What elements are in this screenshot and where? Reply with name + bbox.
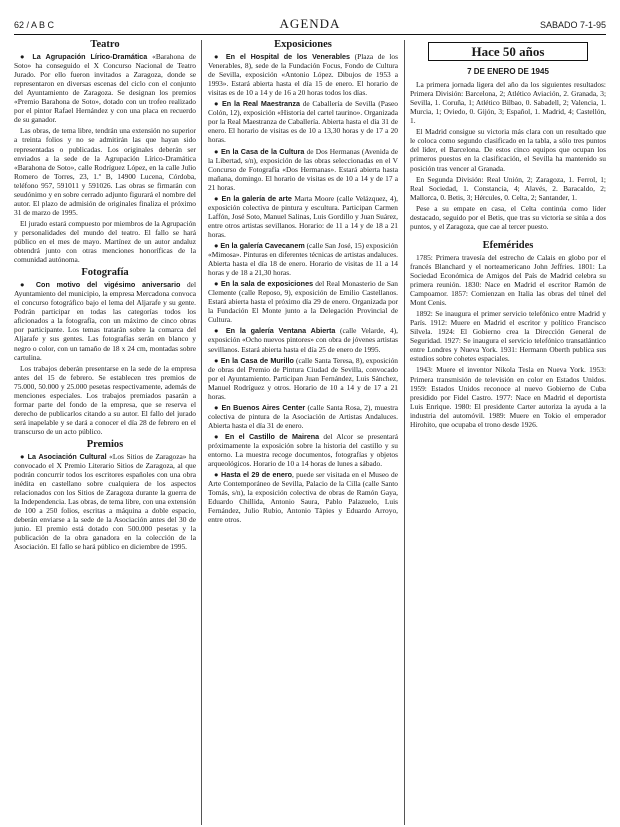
efemerides-paragraph: 1943: Muere el inventor Nikola Tesla en Nueva York. 1953: Primera transmisión de televisión en color en Estados Unidos. 1959: Estados Unidos reconoce al nuevo Gobierno de Cuba presidido por Fidel Castro. 1977: Nace en Madrid el deportista Luis Enrique. 1980: El presidente Carter autoriza la ayuda a la industria del automóvil. 1989: Muere en Tokio el emperador Hirohito, que ocupaba el trono desde 1926. <box>410 365 606 429</box>
efemerides-paragraph: 1892: Se inaugura el primer servicio telefónico entre Madrid y París. 1912: Muere en Madrid el escritor y político Francisco Silvela. 1924: El Gobierno crea la Dirección General de Seguridad. 1927: Se inaugura el servicio telefónico transatlántico entre Londres y Nueva York. 1931: Hermann Oberth publica sus estudios sobre cohetes espaciales. <box>410 309 606 364</box>
listing-item: ● En el Hospital de los Venerables (Plaza de los Venerables, 8), sede de la Fundación Focus, Fondo de Cultura de Sevilla, exposición «Antonio López. Dibujos de 1953 a 1993». Estará abierta hasta el día 15 de enero. El horario de visitas es de 10 a 14 y de 16 a 20 horas todos los días. <box>208 52 398 98</box>
listing-item: ● En la galería de arte Marta Moore (calle Velázquez, 4), exposición colectiva de pintura y escultura. Participan Carmen Laffón, José Soto, Manuel Salinas, Luis Gordillo y Juan Suárez, entre otros artistas sevillanos. Horario: de 11 a 14 y de 18 a 21 horas. <box>208 193 398 239</box>
hace-paragraph: La primera jornada ligera del año da los siguientes resultados: Primera División: Barcelona, 2; Atlético Aviación, 2. Granada, 3; Sevilla, 1. Coruña, 1; Atlético Bilbao, 0. Sabadell, 2; Valencia, 1. Murcia, 1; Oviedo, 0. Gijón, 3; Español, 1. Madrid, 4; Castellón, 1. <box>410 80 606 126</box>
column-middle <box>208 40 398 825</box>
section-heading-premios: Premios <box>86 438 124 450</box>
header-rule <box>14 34 606 35</box>
article-teatro-3: El jurado estará compuesto por miembros de la Agrupación y personalidades del mundo del teatro. El fallo se hará público en el mes de mayo. Martínez de un autor andaluz obtendrá junto con otras menciones honoríficas de la comunidad autónoma. <box>14 218 196 265</box>
column-left <box>14 40 196 825</box>
listing-item: ● En la Casa de Murillo (calle Santa Teresa, 8), exposición de obras del Premio de Pintura Ciudad de Sevilla, convocado por el Ayuntamiento. Participan Juan Fernández, Luis Sánchez, Manuel Rodríguez y otros. Horario de 10 a 14 y de 17 a 21 horas. <box>208 355 398 401</box>
efemerides-paragraph: 1785: Primera travesía del estrecho de Calais en globo por el francés Blanchard y el norteamericano John Jeffries. 1801: La Sociedad Económica de Amigos del País de Madrid celebra su primera reunión. 1830: Nace en Madrid el escritor Ramón de Campoamor. 1857: Comienzan en Italia las obras del túnel del Mont Cenis. <box>410 252 606 308</box>
listing-item: ● En la sala de exposiciones del Real Monasterio de San Clemente (calle Reposo, 9), exposición de Emilio Castellanos. Estará abierta hasta el próximo día 29 de enero. Organizada por la Fundación El Monte junto a la Delegación Provincial de Cultura. <box>208 279 398 325</box>
section-heading-teatro: Teatro <box>90 40 120 50</box>
column-divider <box>404 40 405 825</box>
listing-item: ● En la galería Ventana Abierta (calle Velarde, 4), exposición «Ocho nuevos pintores» con obra de jóvenes artistas sevillanos. Estará abierta hasta el día 25 de enero de 1995. <box>208 326 398 354</box>
article-foto-1: ● Con motivo del vigésimo aniversario del Ayuntamiento del municipio, la empresa Mercadona convoca el concurso fotográfico bajo el lema del Aljarafe y su gente. Podrán participar en todas las categorías todos los aficionados a la fotografía, con un máximo de cinco obras por participante. Los temas tratarán sobre la comarca del Aljarafe y sus gentes. Las fotografías serán en blanco y negro o color, con un tamaño de 18 x 24 cm, montadas sobre cartulina. <box>14 280 196 362</box>
hace-paragraph: En Segunda División: Real Unión, 2; Zaragoza, 1. Ferrol, 1; Real Sociedad, 1. Constancia, 4; Alavés, 2. Baracaldo, 2; Mallorca, 0. Betis, 3; Hércules, 0. Celta, 2; Santander, 1. <box>410 174 606 202</box>
page-header <box>14 18 606 32</box>
section-heading-exposiciones: Exposiciones <box>274 40 332 50</box>
column-divider <box>201 40 202 825</box>
page-number: 62 / A B C <box>14 20 55 30</box>
listing-item: ● En el Castillo de Mairena del Alcor se presentará próximamente la exposición sobre la historia del castillo y su entorno. La muestra recoge documentos, fotografías y objetos arqueológicos. Horario de 10 a 14 horas de lunes a sábado. <box>208 431 398 469</box>
article-foto-2: Los trabajos deberán presentarse en la sede de la empresa antes del 15 de febrero. Se establecen tres premios de 75.000, 50.000 y 25.000 pesetas respectivamente, además de menciones especiales. Los trabajos premiados pasarán a formar parte del fondo de la empresa, que se reserva el derecho de publicarlos citando a su autor. El fallo del jurado será inapelable y se dará a conocer el día 28 de febrero en el transcurso de un acto público. <box>14 363 196 436</box>
hace-paragraph: El Madrid consigue su victoria más clara con un resultado que le coloca como segundo clasificado en la tabla, a sólo tres puntos del líder, el Barcelona. De estos cinco equipos que ocupan los primeros puestos en la clasificación, el Sevilla ha mantenido su posición tras vencer al Granada. <box>410 127 606 173</box>
section-title: AGENDA <box>279 16 341 31</box>
section-heading-fotografia: Fotografía <box>81 267 129 279</box>
listing-item: ● En la Real Maestranza de Caballería de Sevilla (Paseo Colón, 12), exposición «Historia del cartel taurino». Organizada por la Real Maestranza de Caballería. Abierta hasta el día 31 de enero. El horario de visitas es de 10 a 13,30 horas y de 17 a 20 horas. <box>208 99 398 145</box>
article-premios-1: ● La Asociación Cultural «Los Sitios de Zaragoza» ha convocado el X Premio Literario Sitios de Zaragoza, al que podrán concurrir todos los escritores españoles con una obra inédita en castellano sobre cualquiera de los aspectos relacionados con los Sitios de Zaragoza durante la guerra de la Independencia. Las obras, de tema libre, con una extensión de 100 a 250 folios, escritas a máquina a doble espacio, deberán enviarse a la sede de la Asociación antes del 30 de junio. El premio está dotado con 500.000 pesetas y la publicación de la obra ganadora en la colección de la Asociación. El fallo se hará público en diciembre de 1995. <box>14 452 196 552</box>
article-teatro-1: ● La Agrupación Lírico-Dramática «Barahona de Soto» ha conseguido el X Concurso Nacional de Teatro Jurado. Por ello fueron invitados a Zaragoza, donde se representaron en diversas escenas del ciclo con el conjunto del Ayuntamiento de Zaragoza. Se designan los premios «Premio Barahona de Soto», dotado con un trofeo realizado por el pintor Rafael Hernández y con una placa en recuerdo de su ganador. <box>14 52 196 125</box>
listing-item: ● En la galería Cavecanem (calle San José, 15) exposición «Mimosa». Pinturas en diferentes técnicas de artistas andaluces. Abierta hasta el día 18 de enero. Horario de visitas de 11 a 14 horas y de 18 a 21,30 horas. <box>208 240 398 278</box>
listing-item: ● En Buenos Aires Center (calle Santa Rosa, 2), muestra colectiva de pintura de la Asociación de Artistas Andaluces. Abierta hasta el día 31 de enero. <box>208 402 398 430</box>
hace-50-anos-box: Hace 50 años <box>428 42 588 61</box>
column-right <box>410 40 606 825</box>
hace-paragraph: Pese a su empate en casa, el Celta continúa como líder destacado, seguido por el Betis, que tras su victoria se sitúa a dos puntos, y el Zaragoza, que cae al tercer puesto. <box>410 203 606 231</box>
section-heading-efemerides: Efemérides <box>482 239 534 251</box>
hace-date: 7 DE ENERO DE 1945 <box>467 67 549 77</box>
listing-item: ● En la Casa de la Cultura de Dos Hermanas (Avenida de la Libertad, s/n), exposición de las obras seleccionadas en el V Concurso de Fotografía «Dos Hermanas». Estará abierta hasta mañana, domingo. El horario de visitas es de 10 a 14 y de 17 a 21 horas. <box>208 146 398 192</box>
article-teatro-2: Las obras, de tema libre, tendrán una extensión no superior a treinta folios y no se admitirán las que hayan sido representadas o publicadas. Los originales deberán ser enviados a la sede de la Agrupación Lírico-Dramática «Barahona de Soto», calle Rodríguez López, en la calle Julio Romero de Torres, 23, 1.º B, 14900 Lucena, Córdoba, teléfono 957, 591011 y 591026. Las obras se firmarán con seudónimo y en sobre cerrado adjunto figurará el nombre del autor. El plazo de admisión de originales finaliza el próximo 31 de marzo de 1995. <box>14 126 196 217</box>
issue-date: SABADO 7-1-95 <box>539 20 606 30</box>
listing-item: ● Hasta el 29 de enero, puede ser visitada en el Museo de Arte Contemporáneo de Sevilla, Palacio de la Cilla (calle Santo Tomás, s/n), la exposición colectiva de obras de Ramón Gaya, Eduardo Chillida, Antonio Saura, Pablo Palazuelo, Luis Fernández, Julio Rubio, Antonio Tàpies y Eduardo Arroyo, entre otros. <box>208 470 398 525</box>
